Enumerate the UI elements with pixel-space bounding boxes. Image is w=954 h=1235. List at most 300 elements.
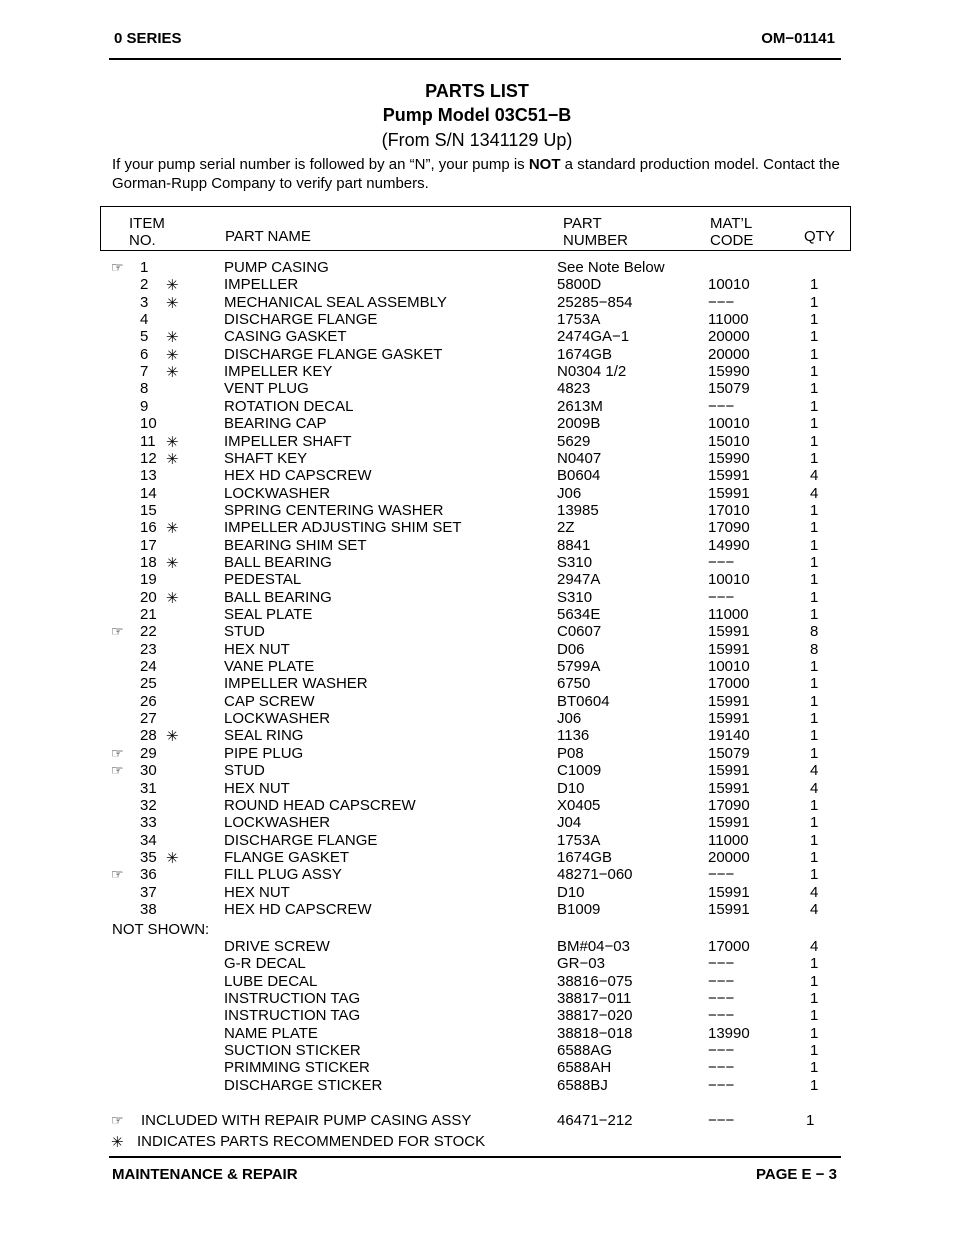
- part-name: LUBE DECAL: [224, 972, 318, 990]
- col-mat-header-line2: CODE: [710, 232, 754, 249]
- pump-model-title: Pump Model 03C51−B: [382, 105, 572, 125]
- part-name: VENT PLUG: [224, 380, 309, 398]
- item-number: 19: [140, 571, 157, 589]
- part-name: DISCHARGE FLANGE: [224, 831, 378, 849]
- part-name: MECHANICAL SEAL ASSEMBLY: [224, 293, 447, 311]
- quantity: 1: [810, 380, 819, 398]
- item-number: 16: [140, 519, 157, 537]
- part-number: BM#04−03: [557, 938, 630, 955]
- material-code: −−−: [708, 990, 735, 1008]
- part-name: PRIMMING STICKER: [224, 1059, 370, 1077]
- part-name: SPRING CENTERING WASHER: [224, 501, 444, 519]
- table-row: [0, 328, 954, 345]
- table-row: [0, 1007, 954, 1024]
- serial-note-text-2: a standard production model. Contact the Gorman-Rupp Company to verify part numbers.: [112, 156, 840, 192]
- material-code: 17000: [708, 675, 750, 693]
- asterisk-icon: ✳: [166, 554, 179, 572]
- item-number: 7: [140, 363, 149, 381]
- part-number: C0607: [557, 623, 602, 641]
- page-title: PARTS LIST: [425, 81, 529, 101]
- part-number: 48271−060: [557, 866, 633, 884]
- material-code: −−−: [708, 588, 735, 606]
- quantity: 1: [810, 328, 819, 346]
- item-number: 25: [140, 675, 157, 693]
- material-code: 17090: [708, 796, 750, 814]
- asterisk-icon: ✳: [166, 364, 179, 382]
- part-number: B0604: [557, 467, 601, 485]
- item-number: 5: [140, 328, 149, 346]
- table-row: [0, 693, 954, 710]
- part-name: DRIVE SCREW: [224, 938, 330, 955]
- part-name: BALL BEARING: [224, 588, 332, 606]
- document-number: OM−01141: [761, 30, 835, 47]
- table-row: [0, 346, 954, 363]
- item-number: 29: [140, 744, 157, 762]
- part-name: BALL BEARING: [224, 553, 332, 571]
- table-row: [0, 606, 954, 623]
- part-number: 5629: [557, 432, 591, 450]
- quantity: 1: [810, 293, 819, 311]
- legend-hand-text: INCLUDED WITH REPAIR PUMP CASING ASSY: [141, 1112, 472, 1129]
- part-number: 1136: [557, 727, 590, 745]
- part-number: 8841: [557, 536, 591, 554]
- material-code: −−−: [708, 1042, 735, 1060]
- legend-star-row: [0, 1133, 954, 1150]
- material-code: 17090: [708, 519, 750, 537]
- part-number: 38817−011: [557, 990, 632, 1008]
- quantity: 1: [810, 710, 819, 728]
- material-code: 10010: [708, 658, 750, 676]
- table-row: [0, 1042, 954, 1059]
- quantity: 4: [810, 484, 819, 502]
- quantity: 1: [810, 345, 819, 363]
- table-row: [0, 710, 954, 727]
- item-number: 13: [140, 467, 157, 485]
- legend-hand-qty: 1: [806, 1112, 815, 1129]
- part-name: SHAFT KEY: [224, 449, 308, 467]
- part-number: 6588AH: [557, 1059, 612, 1077]
- serial-note: [112, 155, 847, 193]
- part-number: GR−03: [557, 955, 605, 973]
- item-number: 18: [140, 553, 157, 571]
- item-number: 10: [140, 415, 157, 433]
- serial-range: (From S/N 1341129 Up): [381, 130, 573, 150]
- material-code: 15991: [708, 762, 750, 780]
- part-name: BEARING SHIM SET: [224, 536, 367, 554]
- material-code: 15991: [708, 710, 750, 728]
- item-number: 3: [140, 293, 149, 311]
- col-item-header: [129, 215, 165, 249]
- part-name: IMPELLER ADJUSTING SHIM SET: [224, 519, 462, 537]
- quantity: 1: [810, 1042, 819, 1060]
- quantity: 1: [810, 449, 819, 467]
- part-name: DISCHARGE STICKER: [224, 1076, 383, 1094]
- legend-star-text: INDICATES PARTS RECOMMENDED FOR STOCK: [137, 1133, 486, 1150]
- not-shown-label: NOT SHOWN:: [112, 921, 210, 938]
- item-number: 26: [140, 692, 157, 710]
- table-row: [0, 1077, 954, 1094]
- part-number: C1009: [557, 762, 602, 780]
- item-number: 27: [140, 710, 157, 728]
- part-number: N0407: [557, 449, 602, 467]
- part-name: DISCHARGE FLANGE GASKET: [224, 345, 443, 363]
- asterisk-icon: ✳: [166, 849, 179, 867]
- part-number: 6750: [557, 675, 591, 693]
- asterisk-icon: ✳: [166, 329, 179, 347]
- table-row: [0, 311, 954, 328]
- part-name: STUD: [224, 623, 265, 641]
- material-code: 15991: [708, 883, 750, 901]
- quantity: 1: [810, 814, 819, 832]
- item-number: 37: [140, 883, 157, 901]
- part-name: G-R DECAL: [224, 955, 306, 973]
- item-number: 12: [140, 449, 157, 467]
- material-code: −−−: [708, 553, 735, 571]
- quantity: 1: [810, 955, 819, 973]
- item-number: 1: [140, 259, 149, 276]
- table-row: [0, 502, 954, 519]
- quantity: 8: [810, 623, 819, 641]
- quantity: 1: [810, 692, 819, 710]
- quantity: 1: [810, 363, 819, 381]
- item-number: 20: [140, 588, 157, 606]
- header-rule: [109, 58, 841, 60]
- quantity: 1: [810, 415, 819, 433]
- table-row: [0, 641, 954, 658]
- part-number: 2Z: [557, 519, 575, 537]
- part-number: 6588BJ: [557, 1076, 608, 1094]
- quantity: 1: [810, 606, 819, 623]
- material-code: 14990: [708, 536, 750, 554]
- material-code: 17010: [708, 501, 750, 519]
- item-number: 21: [140, 606, 157, 623]
- part-number: D06: [557, 640, 585, 658]
- material-code: −−−: [708, 1059, 735, 1077]
- item-number: 15: [140, 501, 157, 519]
- part-number: N0304 1/2: [557, 363, 627, 381]
- part-number: 2474GA−1: [557, 328, 630, 346]
- item-number: 24: [140, 658, 157, 676]
- item-number: 2: [140, 276, 149, 294]
- quantity: 1: [810, 571, 819, 589]
- table-row: [0, 797, 954, 814]
- table-row: [0, 762, 954, 779]
- asterisk-icon: ✳: [111, 1134, 124, 1151]
- material-code: 11000: [708, 311, 749, 329]
- quantity: 1: [810, 501, 819, 519]
- table-row: [0, 658, 954, 675]
- part-name: FLANGE GASKET: [224, 848, 350, 866]
- table-row: [0, 537, 954, 554]
- hand-pointer-icon: ☞: [111, 623, 124, 640]
- table-row: [0, 849, 954, 866]
- part-number: 38818−018: [557, 1024, 633, 1042]
- material-code: −−−: [708, 1076, 735, 1094]
- quantity: 1: [810, 1059, 819, 1077]
- material-code: 15990: [708, 449, 750, 467]
- section-label: MAINTENANCE & REPAIR: [112, 1166, 298, 1183]
- quantity: 1: [810, 588, 819, 606]
- part-number: J04: [557, 814, 582, 832]
- item-number: 8: [140, 380, 149, 398]
- material-code: 15991: [708, 814, 750, 832]
- material-code: 10010: [708, 415, 750, 433]
- asterisk-icon: ✳: [166, 450, 179, 468]
- material-code: 15991: [708, 484, 750, 502]
- table-row: [0, 485, 954, 502]
- part-number: 25285−854: [557, 293, 633, 311]
- hand-pointer-icon: ☞: [111, 1112, 124, 1128]
- item-number: 11: [140, 432, 156, 450]
- item-number: 14: [140, 484, 157, 502]
- quantity: 1: [810, 536, 819, 554]
- part-number: 1753A: [557, 311, 601, 329]
- item-number: 32: [140, 796, 157, 814]
- material-code: −−−: [708, 955, 735, 973]
- part-number: 2613M: [557, 397, 603, 415]
- col-mat-header-line1: MAT’L: [710, 215, 753, 232]
- table-row: [0, 884, 954, 901]
- material-code: 20000: [708, 345, 750, 363]
- legend-hand-row: [0, 1112, 954, 1129]
- hand-pointer-icon: ☞: [111, 259, 124, 275]
- part-name: ROTATION DECAL: [224, 397, 354, 415]
- quantity: 1: [810, 1076, 819, 1094]
- material-code: −−−: [708, 866, 735, 884]
- quantity: 1: [810, 311, 819, 329]
- table-row: [0, 745, 954, 762]
- part-number: 2947A: [557, 571, 601, 589]
- quantity: 1: [810, 276, 819, 294]
- material-code: 11000: [708, 606, 749, 623]
- table-row: [0, 814, 954, 831]
- part-name: HEX HD CAPSCREW: [224, 467, 372, 485]
- item-number: 31: [140, 779, 157, 797]
- page-number: PAGE E − 3: [755, 1166, 837, 1183]
- material-code: 15991: [708, 692, 750, 710]
- material-code: −−−: [708, 1007, 735, 1025]
- quantity: 1: [810, 519, 819, 537]
- part-name: IMPELLER WASHER: [224, 675, 368, 693]
- item-number: 28: [140, 727, 157, 745]
- table-row: [0, 467, 954, 484]
- quantity: 4: [810, 779, 819, 797]
- table-row: [0, 294, 954, 311]
- part-number: D10: [557, 883, 585, 901]
- col-part-header-line1: PART: [563, 215, 602, 232]
- material-code: −−−: [708, 397, 735, 415]
- hand-pointer-icon: ☞: [111, 866, 124, 883]
- serial-note-text-1: If your pump serial number is followed by an “N”, your pump is: [112, 156, 529, 173]
- part-name: HEX HD CAPSCREW: [224, 900, 372, 918]
- material-code: 15079: [708, 380, 750, 398]
- part-name: SEAL PLATE: [224, 606, 313, 623]
- quantity: 1: [810, 744, 819, 762]
- part-number: S310: [557, 588, 593, 606]
- table-row: [0, 519, 954, 536]
- part-name: HEX NUT: [224, 640, 290, 658]
- table-row: [0, 554, 954, 571]
- table-row: [0, 589, 954, 606]
- asterisk-icon: ✳: [166, 294, 179, 312]
- part-number: 13985: [557, 501, 599, 519]
- quantity: 1: [810, 1007, 819, 1025]
- table-row: [0, 398, 954, 415]
- part-number: B1009: [557, 900, 601, 918]
- quantity: 4: [810, 938, 819, 955]
- part-name: DISCHARGE FLANGE: [224, 311, 378, 329]
- part-number: 1674GB: [557, 345, 613, 363]
- col-part-header-line2: NUMBER: [563, 232, 629, 249]
- part-number: J06: [557, 484, 582, 502]
- asterisk-icon: ✳: [166, 728, 179, 746]
- asterisk-icon: ✳: [166, 589, 179, 607]
- part-number: 1753A: [557, 831, 601, 849]
- table-row: [0, 276, 954, 293]
- part-name: IMPELLER: [224, 276, 299, 294]
- part-number: 4823: [557, 380, 591, 398]
- part-name: FILL PLUG ASSY: [224, 866, 342, 884]
- item-number: 30: [140, 762, 157, 780]
- table-row: [0, 623, 954, 640]
- part-name: NAME PLATE: [224, 1024, 318, 1042]
- part-name: LOCKWASHER: [224, 710, 331, 728]
- table-row: [0, 259, 954, 276]
- table-row: [0, 990, 954, 1007]
- quantity: 1: [810, 866, 819, 884]
- material-code: 15991: [708, 640, 750, 658]
- quantity: 1: [810, 675, 819, 693]
- part-number: X0405: [557, 796, 601, 814]
- material-code: 19140: [708, 727, 750, 745]
- material-code: 15991: [708, 779, 750, 797]
- part-name: IMPELLER SHAFT: [224, 432, 352, 450]
- part-name: HEX NUT: [224, 883, 290, 901]
- table-row: [0, 901, 954, 918]
- part-name: CAP SCREW: [224, 692, 315, 710]
- quantity: 4: [810, 762, 819, 780]
- col-item-header-line1: ITEM: [129, 215, 165, 232]
- quantity: 1: [810, 1024, 819, 1042]
- item-number: 35: [140, 848, 157, 866]
- part-number: 2009B: [557, 415, 601, 433]
- table-row: [0, 973, 954, 990]
- footer-rule: [109, 1156, 841, 1158]
- material-code: −−−: [708, 972, 735, 990]
- legend-hand-mat: −−−: [708, 1112, 735, 1129]
- asterisk-icon: ✳: [166, 520, 179, 538]
- material-code: 20000: [708, 328, 750, 346]
- item-number: 38: [140, 900, 157, 918]
- hand-pointer-icon: ☞: [111, 744, 124, 761]
- item-number: 34: [140, 831, 157, 849]
- part-number: 5634E: [557, 606, 601, 623]
- table-row: [0, 571, 954, 588]
- material-code: −−−: [708, 293, 735, 311]
- quantity: 1: [810, 397, 819, 415]
- part-name: STUD: [224, 762, 265, 780]
- part-name: PIPE PLUG: [224, 744, 304, 762]
- table-row: [0, 780, 954, 797]
- table-row: [0, 938, 954, 955]
- quantity: 4: [810, 883, 819, 901]
- table-row: [0, 433, 954, 450]
- table-row: [0, 1025, 954, 1042]
- quantity: 1: [810, 972, 819, 990]
- asterisk-icon: ✳: [166, 277, 179, 295]
- table-row: [0, 866, 954, 883]
- part-number: BT0604: [557, 692, 610, 710]
- part-number: S310: [557, 553, 593, 571]
- col-name-header: PART NAME: [225, 228, 311, 245]
- quantity: 1: [810, 658, 819, 676]
- item-number: 33: [140, 814, 157, 832]
- part-name: SEAL RING: [224, 727, 304, 745]
- part-number: 5799A: [557, 658, 601, 676]
- material-code: 10010: [708, 571, 750, 589]
- part-number: 6588AG: [557, 1042, 613, 1060]
- part-number: P08: [557, 744, 584, 762]
- part-name: VANE PLATE: [224, 658, 315, 676]
- material-code: 15010: [708, 432, 750, 450]
- table-row: [0, 675, 954, 692]
- part-name: IMPELLER KEY: [224, 363, 333, 381]
- material-code: 13990: [708, 1024, 750, 1042]
- series-label: 0 SERIES: [114, 30, 182, 47]
- quantity: 1: [810, 432, 819, 450]
- part-number: 38816−075: [557, 972, 633, 990]
- col-item-header-line2: NO.: [129, 232, 156, 249]
- part-name: LOCKWASHER: [224, 814, 331, 832]
- table-row: [0, 1059, 954, 1076]
- item-number: 23: [140, 640, 157, 658]
- hand-pointer-icon: ☞: [111, 762, 124, 779]
- material-code: 20000: [708, 848, 750, 866]
- asterisk-icon: ✳: [166, 346, 179, 364]
- material-code: 15991: [708, 623, 750, 641]
- quantity: 1: [810, 848, 819, 866]
- table-row: [0, 415, 954, 432]
- part-name: BEARING CAP: [224, 415, 327, 433]
- item-number: 4: [140, 311, 149, 329]
- quantity: 1: [810, 990, 819, 1008]
- item-number: 6: [140, 345, 149, 363]
- table-row: [0, 363, 954, 380]
- part-name: INSTRUCTION TAG: [224, 1007, 361, 1025]
- table-row: [0, 727, 954, 744]
- quantity: 1: [810, 727, 819, 745]
- part-name: PEDESTAL: [224, 571, 302, 589]
- col-part-header: [563, 215, 628, 249]
- part-number: See Note Below: [557, 259, 665, 276]
- asterisk-icon: ✳: [166, 433, 179, 451]
- table-row: [0, 832, 954, 849]
- material-code: 15079: [708, 744, 750, 762]
- part-name: SUCTION STICKER: [224, 1042, 361, 1060]
- part-name: HEX NUT: [224, 779, 290, 797]
- part-name: CASING GASKET: [224, 328, 347, 346]
- part-number: 38817−020: [557, 1007, 633, 1025]
- material-code: 15990: [708, 363, 750, 381]
- quantity: 1: [810, 796, 819, 814]
- table-row: [0, 450, 954, 467]
- quantity: 1: [810, 831, 819, 849]
- item-number: 36: [140, 866, 157, 884]
- item-number: 9: [140, 397, 149, 415]
- part-name: LOCKWASHER: [224, 484, 331, 502]
- part-name: ROUND HEAD CAPSCREW: [224, 796, 416, 814]
- item-number: 22: [140, 623, 157, 641]
